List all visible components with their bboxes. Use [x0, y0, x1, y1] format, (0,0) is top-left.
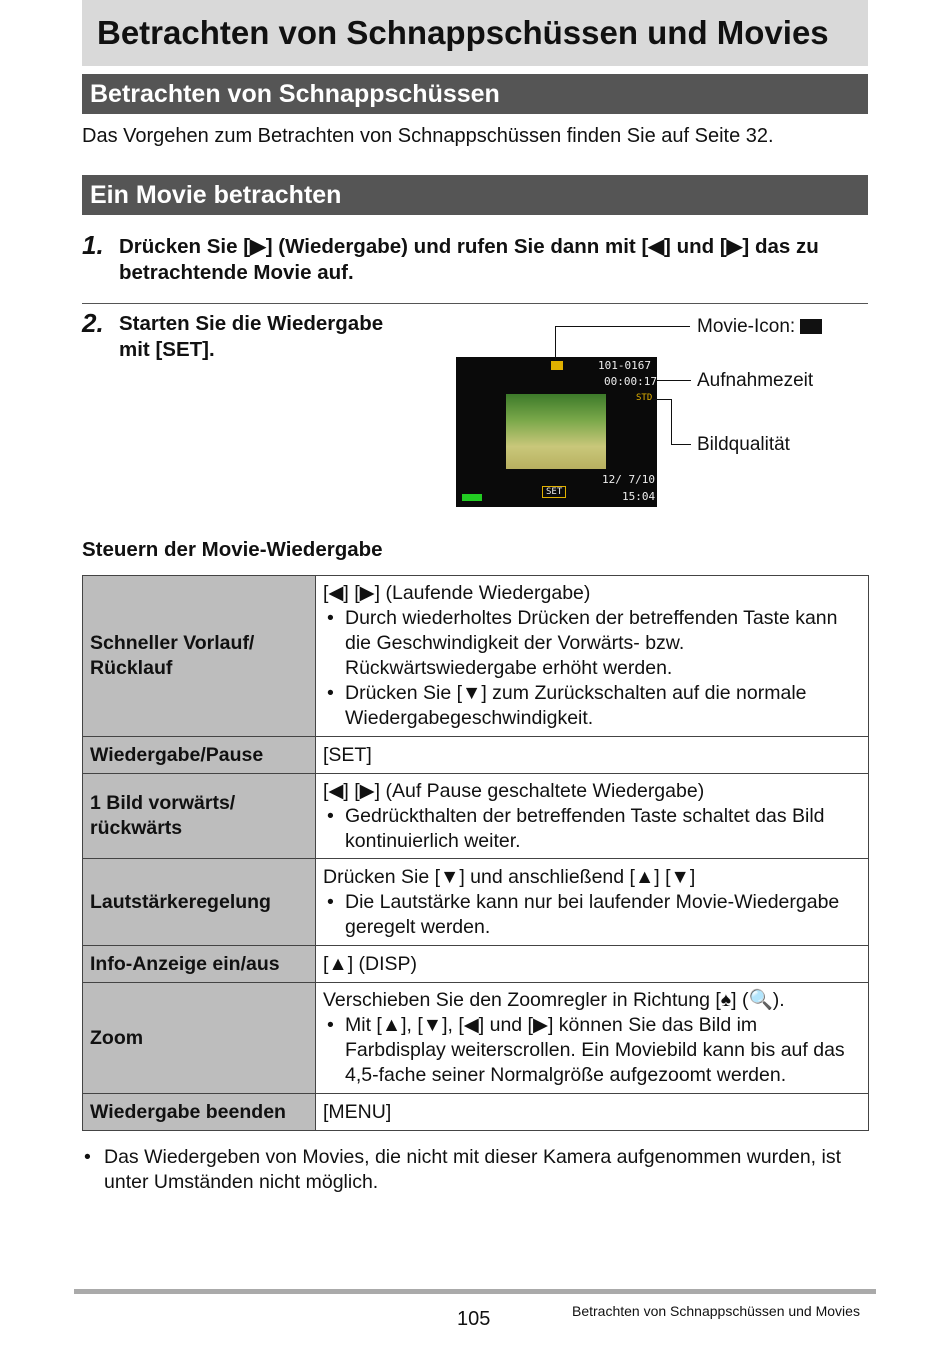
deer-photo: [506, 394, 606, 469]
row-description: [316, 946, 869, 983]
row-description: [316, 1094, 869, 1131]
row-label: Zoom: [83, 983, 316, 1094]
footer-rule: [74, 1289, 876, 1294]
row-main-text: [MENU]: [323, 1100, 392, 1123]
clock: 15:04: [622, 490, 656, 503]
page-title: Betrachten von Schnappschüssen und Movies: [82, 0, 868, 66]
table-row: [83, 859, 869, 946]
table-row: [83, 1094, 869, 1131]
step-2-line1: Starten Sie die Wiedergabe: [119, 312, 384, 335]
table-row: [83, 774, 869, 859]
row-main-text: [SET]: [323, 743, 372, 766]
bullet-item: • Gedrückthalten der betreffenden Taste schaltet das Bild kontinuierlich weiter.: [345, 804, 861, 854]
row-description: [316, 859, 869, 946]
bullet-item: • Drücken Sie [▼] zum Zurückschalten auf die normale Wiedergabegeschwindigkeit.: [345, 681, 861, 731]
row-label: Lautstärkeregelung: [83, 859, 316, 946]
footer-chapter: Betrachten von Schnappschüssen und Movies: [572, 1303, 860, 1319]
controls-table: [82, 575, 869, 1131]
table-row: [83, 737, 869, 774]
table-row: [83, 946, 869, 983]
recording-time: 00:00:17: [604, 375, 657, 388]
divider: [82, 303, 868, 304]
note: • Das Wiedergeben von Movies, die nicht mit dieser Kamera aufgenommen wurden, ist unter Umständen nicht möglich.: [84, 1146, 842, 1193]
row-main-text: [◀] [▶] (Auf Pause geschaltete Wiedergabe): [323, 779, 705, 802]
row-description: [316, 737, 869, 774]
snapshot-text: Das Vorgehen zum Betrachten von Schnappschüssen finden Sie auf Seite 32.: [82, 125, 774, 147]
row-label: Wiedergabe beenden: [83, 1094, 316, 1131]
section-heading-movie: Ein Movie betrachten: [82, 175, 868, 215]
quality-label: STD: [636, 393, 653, 403]
set-label: SET: [542, 486, 566, 498]
section-heading-snapshots: Betrachten von Schnappschüssen: [82, 74, 868, 114]
row-label: Wiedergabe/Pause: [83, 737, 316, 774]
table-row: [83, 576, 869, 737]
step-1-text: Drücken Sie [▶] (Wiedergabe) und rufen Sie dann mit [◀] und [▶] das zu betrachtende Movie auf.: [119, 235, 819, 284]
row-label: Info-Anzeige ein/aus: [83, 946, 316, 983]
annotation-movie-icon: Movie-Icon:: [697, 316, 822, 338]
bullet-item: • Durch wiederholtes Drücken der betreffenden Taste kann die Geschwindigkeit der Vorwärts- bzw. Rückwärtswiedergabe erhöht werden.: [345, 606, 861, 681]
row-main-text: Verschieben Sie den Zoomregler in Richtung [♠] (🔍).: [323, 989, 785, 1011]
annotation-quality: Bildqualität: [697, 434, 790, 455]
movie-icon: [551, 361, 563, 370]
row-label: 1 Bild vorwärts/ rückwärts: [83, 774, 316, 859]
row-description: [316, 774, 869, 859]
date: 12/ 7/10: [602, 473, 655, 486]
row-description: [316, 983, 869, 1094]
table-row: [83, 983, 869, 1094]
row-main-text: [▲] (DISP): [323, 952, 418, 975]
row-main-text: Drücken Sie [▼] und anschließend [▲] [▼]: [323, 865, 696, 888]
row-description: [316, 576, 869, 737]
row-label: Schneller Vorlauf/ Rücklauf: [83, 576, 316, 737]
battery-icon: [462, 494, 482, 501]
controls-heading: Steuern der Movie-Wiedergabe: [82, 538, 383, 561]
file-number: 101-0167: [598, 359, 651, 372]
movie-icon: [800, 319, 822, 334]
bullet-item: • Mit [▲], [▼], [◀] und [▶] können Sie das Bild im Farbdisplay weiterscrollen. Ein Moviebild kann bis auf das 4,5-fache seiner Normalgröße aufgezoomt werden.: [345, 1013, 861, 1088]
camera-screen-illustration: [456, 357, 657, 507]
page-number: 105: [457, 1308, 491, 1330]
row-main-text: [◀] [▶] (Laufende Wiedergabe): [323, 582, 591, 604]
step-2-line2: mit [SET].: [119, 338, 215, 361]
bullet-item: • Die Lautstärke kann nur bei laufender Movie-Wiedergabe geregelt werden.: [345, 890, 861, 940]
annotation-recording-time: Aufnahmezeit: [697, 370, 814, 391]
step-2-number: 2.: [82, 308, 104, 338]
step-1-number: 1.: [82, 230, 104, 260]
